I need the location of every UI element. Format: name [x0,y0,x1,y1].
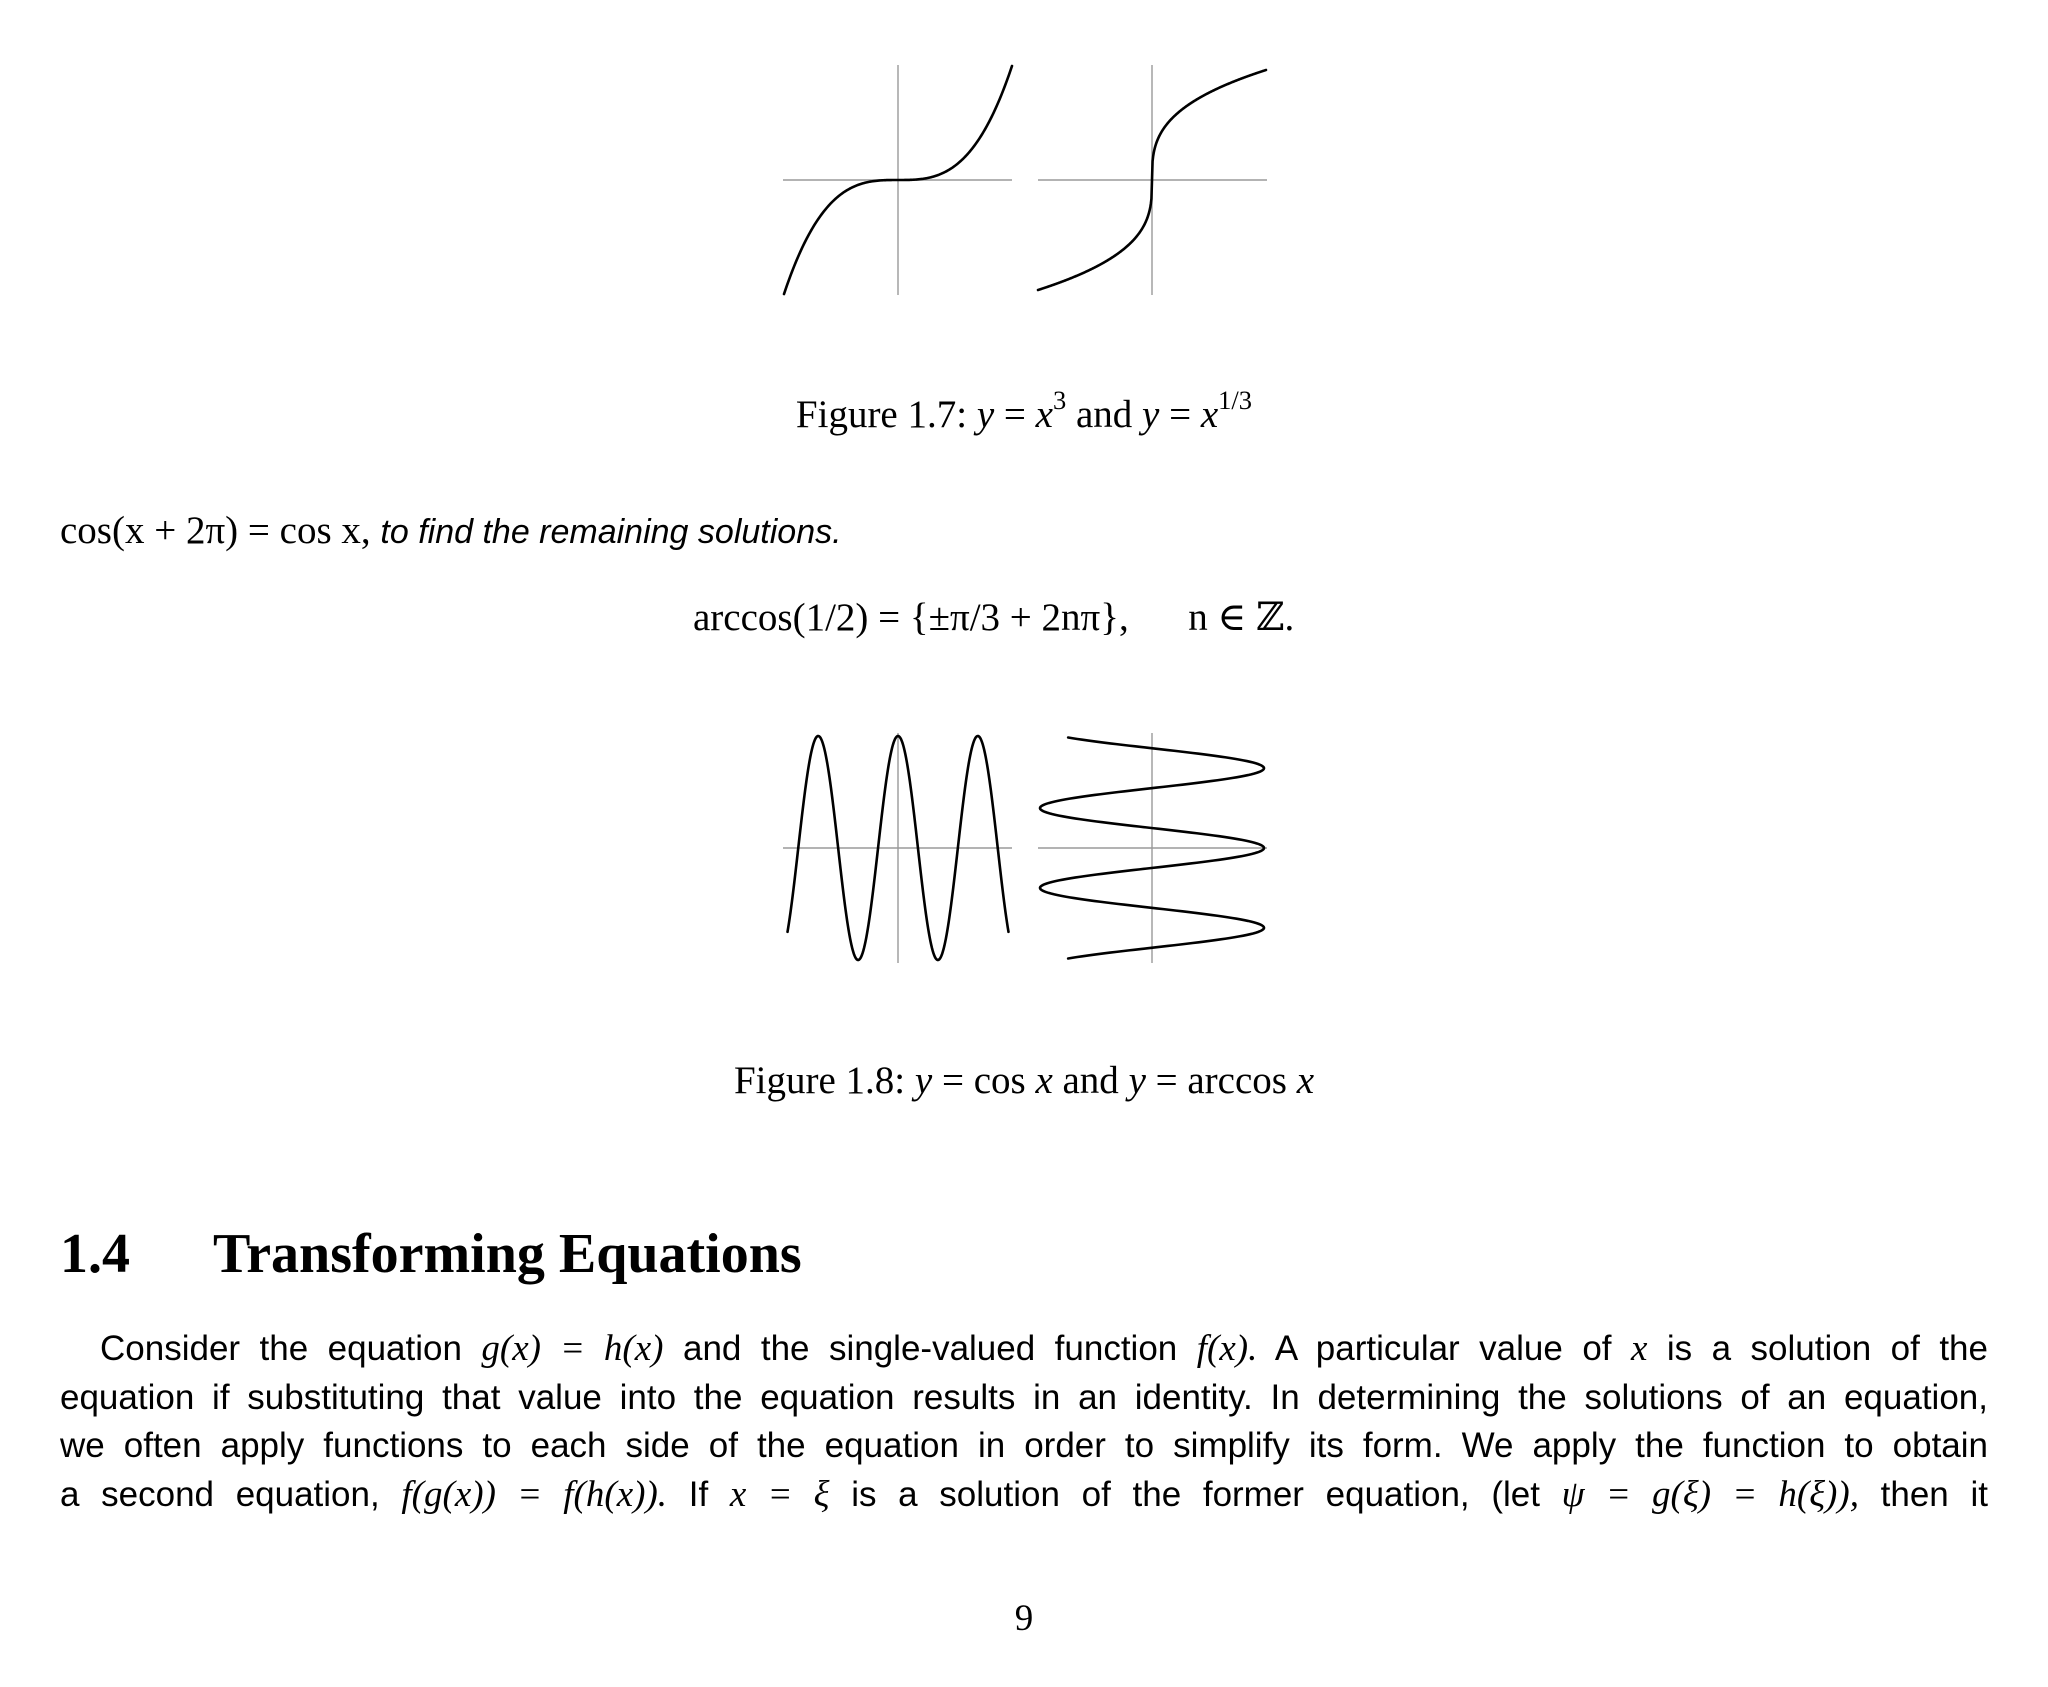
caption-x: x [1035,393,1053,436]
equation-condition: n ∈ ℤ. [1188,596,1295,639]
math-run: ψ = g(ξ) = h(ξ)), [1561,1473,1859,1515]
math-run: f(x). [1196,1328,1258,1369]
text-run: is a solution of the [1666,1329,1988,1368]
body-paragraph [60,1325,1988,1519]
paragraph-line-1 [60,1325,1988,1374]
section-title: Transforming Equations [213,1223,802,1285]
figure-1-7-graphs [780,60,1280,305]
math-run: x [1630,1328,1648,1369]
caption-and: and [1062,1059,1119,1102]
caption-equals: = [1155,1059,1178,1102]
intro-text: to find the remaining solutions. [380,513,842,551]
caption-x: x [1200,393,1219,436]
caption-equals: = [1003,393,1026,436]
cube-root-graph [1038,65,1267,295]
caption-y: y [1128,1059,1146,1102]
intro-line [60,508,842,553]
caption-and: and [1075,393,1133,436]
caption-label: Figure 1.8: [733,1059,906,1102]
intro-math: cos(x + 2π) = cos x, [60,509,371,552]
caption-exponent: 1/3 [1218,385,1253,416]
caption-equals: = [941,1059,964,1102]
arccos-graph [1038,733,1267,963]
paragraph-line-2: equation if substituting that value into the equation results in an identity. In determining the solutions of an equation, [60,1377,1988,1417]
text-run: then it [1880,1474,1988,1514]
section-heading [60,1222,802,1286]
display-equation [693,595,1294,640]
equation-lhs: arccos(1/2) = {±π/3 + 2nπ}, [693,596,1129,639]
caption-fn: arccos [1187,1059,1287,1102]
section-number: 1.4 [60,1223,130,1285]
figure-1-7-caption [0,385,2048,437]
figure-1-8-svg [780,728,1280,973]
text-run: Consider the equation [100,1329,462,1368]
cos-graph [783,733,1012,963]
caption-exponent: 3 [1052,385,1067,416]
text-run: If [688,1474,709,1514]
caption-x: x [1035,1059,1053,1102]
cube-graph [783,65,1012,295]
figure-1-8-caption [0,1058,2048,1103]
math-run: x = ξ [729,1473,830,1515]
paragraph-line-4 [60,1471,1988,1520]
caption-y: y [976,393,995,436]
paragraph-line-3: we often apply functions to each side of the equation in order to simplify its form. We apply the function to obtain [60,1426,1988,1465]
caption-fn: cos [973,1059,1026,1102]
caption-x: x [1296,1059,1315,1102]
figure-1-7-svg [780,60,1280,305]
figure-1-8-graphs [780,728,1280,978]
text-run: is a solution of the former equation, (let [851,1474,1540,1514]
text-run: a second equation, [60,1474,380,1514]
caption-equals: = [1169,393,1192,436]
caption-label: Figure 1.7: [795,393,968,436]
caption-y: y [914,1059,933,1102]
page-number: 9 [1014,1598,1034,1639]
math-run: g(x) = h(x) [481,1328,664,1369]
text-run: and the single-valued function [682,1329,1178,1368]
text-run: A particular value of [1274,1329,1612,1368]
math-run: f(g(x)) = f(h(x)). [401,1473,668,1515]
caption-y: y [1142,393,1160,436]
